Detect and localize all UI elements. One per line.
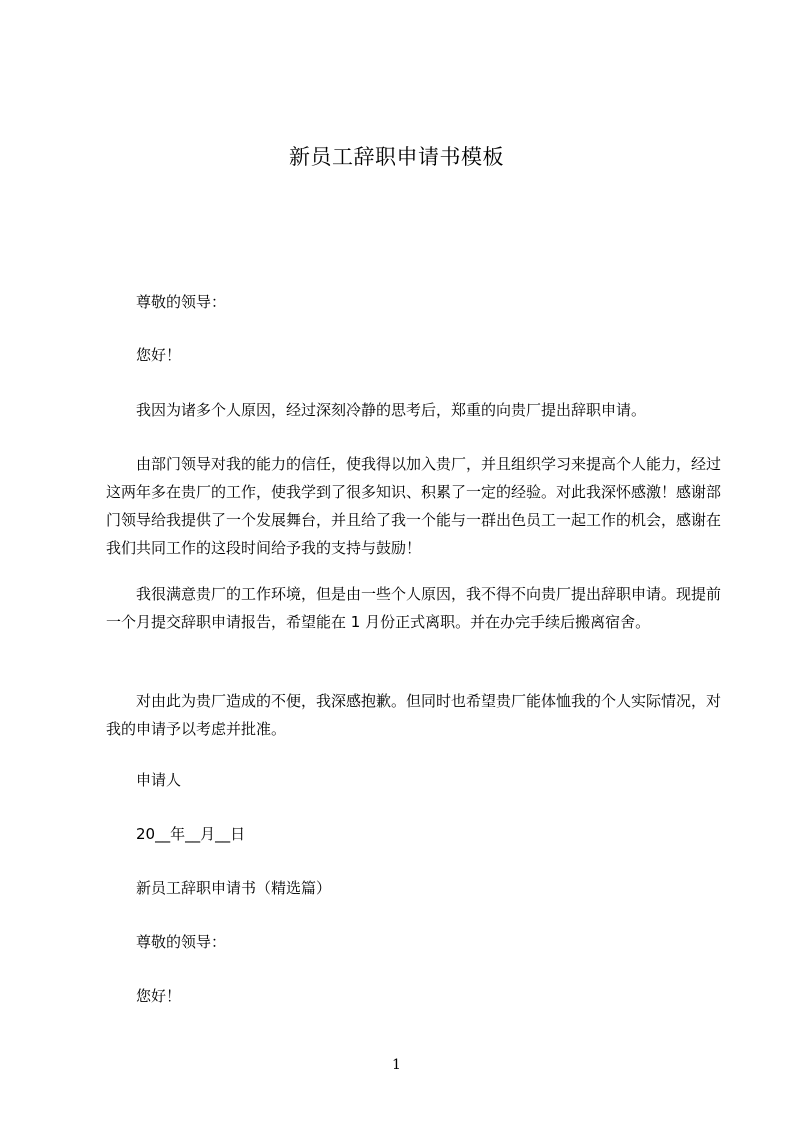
section-heading: 新员工辞职申请书（精选篇） [136,879,332,897]
greeting-2: 您好！ [136,987,182,1005]
greeting: 您好！ [136,346,182,364]
paragraph-resignation-intent: 我因为诸多个人原因，经过深刻冷静的思考后，郑重的向贵厂提出辞职申请。 [136,401,647,419]
paragraph-apology: 对由此为贵厂造成的不便，我深感抱歉。但同时也希望贵厂能体恤我的个人实际情况，对我的申请予以考虑并批准。 [106,692,722,738]
salutation-2: 尊敬的领导： [136,933,227,951]
applicant-label: 申请人 [136,771,182,789]
paragraph-gratitude: 由部门领导对我的能力的信任，使我得以加入贵厂，并且组织学习来提高个人能力，经过这两年多在贵厂的工作，使我学到了很多知识、积累了一定的经验。对此我深怀感激！感谢部门领导给我提供了一个发展舞台，并且给了我一个能与一群出色员工一起工作的机会，感谢在我们共同工作的这段时间给予我的支持与鼓励！ [106,455,722,557]
paragraph-reason: 我很满意贵厂的工作环境，但是由一些个人原因，我不得不向贵厂提出辞职申请。现提前一个月提交辞职申请报告，希望能在 1 月份正式离职。并在办完手续后搬离宿舍。 [106,585,722,631]
page-number: 1 [392,1057,401,1073]
salutation: 尊敬的领导： [136,293,227,311]
date-line: 20__年__月__日 [136,825,246,843]
document-title: 新员工辞职申请书模板 [289,145,504,169]
